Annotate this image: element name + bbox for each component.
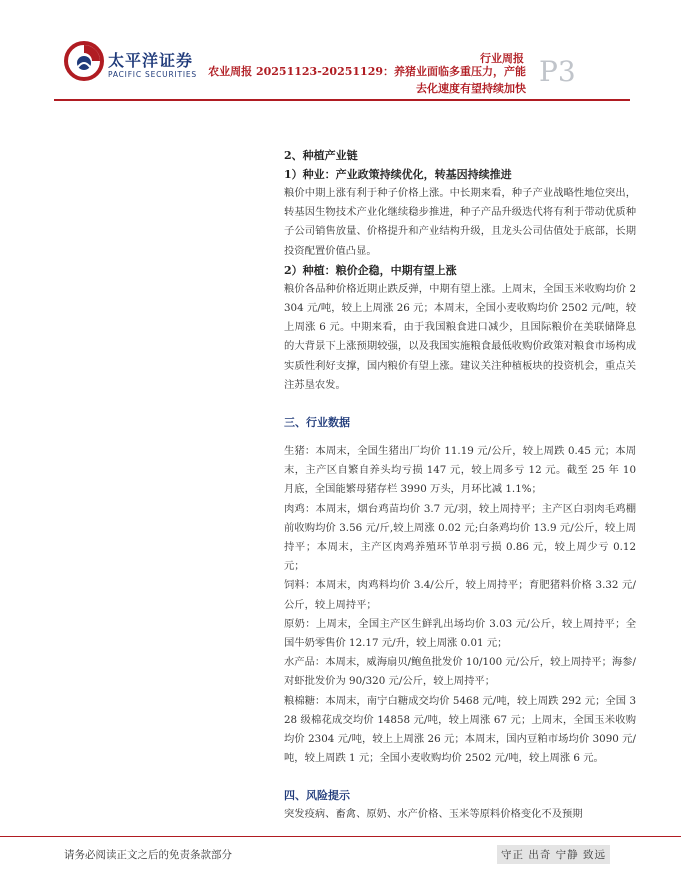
footer-divider xyxy=(0,836,681,837)
page-header xyxy=(0,0,681,100)
paragraph-grain: 粮价各品种价格近期止跌反弹，中期有望上涨。上周末，全国玉米收购均价 2304 元/吨，较上上周涨 26 元；本周末，全国小麦收购均价 2502 元/吨，较上周涨 6 元。中期来看，由于我国粮食进口减少，且国际粮价在美联储降息的大背景下上涨预期较强，以及我国实施粮食最低收购价政策对粮食市场构成实质性利好支撑，国内粮价有望上涨。建议关注种植板块的投资机会，重点关注苏垦农发。 xyxy=(284,282,636,391)
paragraph-feed: 饲料：本周末，肉鸡料均价 3.4/公斤，较上周持平；育肥猪料价格 3.32 元/公斤，较上周持平； xyxy=(284,579,636,611)
section-title-planting: 2、种植产业链 xyxy=(284,149,358,162)
subsection-title-seed: 1）种业：产业政策持续优化，转基因持续推进 xyxy=(284,168,512,181)
main-content xyxy=(284,146,636,825)
section-title-risk: 四、风险提示 xyxy=(284,789,350,803)
subsection-title-grain: 2）种植：粮价企稳，中期有望上涨 xyxy=(284,263,457,277)
paragraph-broiler: 肉鸡：本周末，烟台鸡苗均价 3.7 元/羽，较上周持平；主产区白羽肉毛鸡棚前收购均价 3.56 元/斤,较上周涨 0.02 元;白条鸡均价 13.9 元/公斤，较上周持平；本周末，主产区肉鸡养殖环节单羽亏损 0.86 元，较上周少亏 0.12 元； xyxy=(284,502,636,573)
paragraph-grain-cotton-sugar: 粮棉糖：本周末，南宁白糖成交均价 5468 元/吨，较上周跌 292 元；全国 328 级棉花成交均价 14858 元/吨，较上周涨 67 元；上周末，全国玉米收购均价 2304 元/吨，较上上周涨 26 元；本周末，国内豆粕市场均价 3090 元/吨，较上周跌 1 元；全国小麦收购均价 2502 元/吨，较上周涨 6 元。 xyxy=(284,694,636,765)
logo-mark-icon xyxy=(64,37,104,83)
paragraph-seed: 粮价中期上涨有利于种子价格上涨。中长期来看，种子产业战略性地位突出，转基因生物技术产业化继续稳步推进，种子产品升级迭代将有利于带动优质种子公司销售放量、价格提升和产业结构升级，且龙头公司估值处于底部，长期投资配置价值凸显。 xyxy=(284,187,636,257)
paragraph-risk: 突发疫病、畜禽、原奶、水产价格、玉米等原料价格变化不及预期 xyxy=(284,808,583,821)
logo-text-en: PACIFIC SECURITIES xyxy=(108,70,197,79)
section-title-industry-data: 三、行业数据 xyxy=(284,416,350,430)
company-logo xyxy=(64,37,204,87)
paragraph-hog: 生猪：本周末，全国生猪出厂均价 11.19 元/公斤，较上周跌 0.45 元；本周末，主产区自繁自养头均亏损 147 元，较上周多亏 12 元。截至 25 年 10 月底，全国能繁母猪存栏 3990 万头，月环比减 1.1%； xyxy=(284,445,636,496)
paragraph-raw-milk: 原奶：上周末，全国主产区生鲜乳出场均价 3.03 元/公斤，较上周持平；全国牛奶零售价 12.17 元/升，较上周涨 0.01 元； xyxy=(284,617,636,650)
report-title: 农业周报 20251123-20251129：养猪业面临多重压力，产能去化速度有望持续加快 xyxy=(208,65,526,95)
footer-motto: 守正 出奇 宁静 致远 xyxy=(497,845,610,864)
header-divider xyxy=(54,99,630,101)
logo-text-cn: 太平洋证券 xyxy=(108,51,194,70)
report-type-label: 行业周报 xyxy=(480,52,524,65)
paragraph-aquatic: 水产品：本周末，威海扇贝/鲍鱼批发价 10/100 元/公斤，较上周持平；海参/对虾批发价为 90/320 元/公斤，较上周持平； xyxy=(284,656,636,688)
page-number: P3 xyxy=(539,55,576,88)
footer-disclaimer: 请务必阅读正文之后的免责条款部分 xyxy=(64,849,232,861)
